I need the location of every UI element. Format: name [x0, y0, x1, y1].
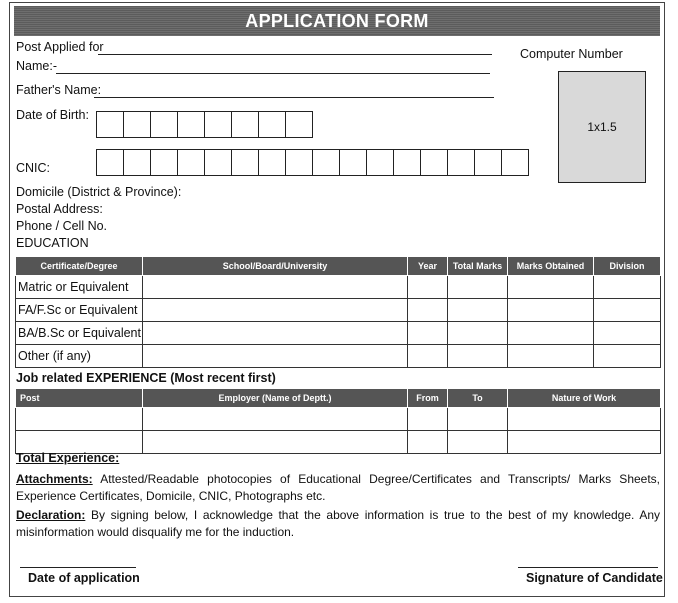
row-label: FA/F.Sc or Equivalent: [16, 299, 143, 322]
education-heading: EDUCATION: [16, 236, 89, 250]
table-cell[interactable]: [408, 299, 448, 322]
table-cell[interactable]: [508, 299, 594, 322]
table-row: [16, 299, 661, 322]
father-name-input[interactable]: [94, 97, 494, 98]
table-cell[interactable]: [143, 276, 408, 299]
table-cell[interactable]: [143, 431, 408, 454]
table-cell[interactable]: [508, 322, 594, 345]
table-row: [16, 345, 661, 368]
table-cell[interactable]: [508, 345, 594, 368]
table-cell[interactable]: [448, 431, 508, 454]
experience-header-row: [16, 389, 661, 408]
phone-label: Phone / Cell No.: [16, 219, 108, 233]
signature-label: Signature of Candidate: [526, 571, 663, 585]
col-certificate: Certificate/Degree: [16, 257, 143, 276]
computer-number-label: Computer Number: [520, 47, 623, 61]
table-cell[interactable]: [508, 408, 661, 431]
table-cell[interactable]: [448, 322, 508, 345]
table-cell[interactable]: [448, 299, 508, 322]
form-title: APPLICATION FORM: [14, 6, 660, 36]
table-cell[interactable]: [448, 276, 508, 299]
declaration-paragraph: [16, 507, 660, 541]
table-cell[interactable]: [594, 322, 661, 345]
col-from: From: [408, 389, 448, 408]
col-post: Post: [16, 389, 143, 408]
table-cell[interactable]: [143, 345, 408, 368]
experience-heading: Job related EXPERIENCE (Most recent first): [16, 371, 276, 385]
date-of-application-label: Date of application: [28, 571, 140, 585]
photo-box: [558, 71, 646, 183]
table-cell[interactable]: [408, 276, 448, 299]
post-applied-input[interactable]: [98, 54, 492, 55]
cnic-boxes[interactable]: [96, 149, 528, 176]
col-to: To: [448, 389, 508, 408]
cnic-label: CNIC:: [16, 161, 51, 175]
dob-boxes[interactable]: [96, 111, 312, 138]
table-cell[interactable]: [143, 322, 408, 345]
table-row: [16, 408, 661, 431]
table-cell[interactable]: [143, 299, 408, 322]
table-cell[interactable]: [408, 408, 448, 431]
application-form: [9, 2, 665, 597]
education-table: [15, 256, 661, 368]
table-cell[interactable]: [508, 431, 661, 454]
dob-label: Date of Birth:: [16, 108, 89, 122]
col-school: School/Board/University: [143, 257, 408, 276]
table-row: [16, 276, 661, 299]
col-division: Division: [594, 257, 661, 276]
table-cell[interactable]: [143, 408, 408, 431]
declaration-label: Declaration:: [16, 508, 86, 522]
post-applied-label: Post Applied for: [16, 40, 104, 54]
col-total-marks: Total Marks: [448, 257, 508, 276]
attachments-label: Attachments:: [16, 472, 93, 486]
father-name-label: Father's Name:: [16, 83, 102, 97]
attachments-paragraph: [16, 471, 660, 505]
col-nature-of-work: Nature of Work: [508, 389, 661, 408]
education-header-row: [16, 257, 661, 276]
declaration-text: By signing below, I acknowledge that the above information is true to the best of my knowledge. Any misinformation would disqualify me for the induction.: [16, 508, 660, 539]
postal-address-label: Postal Address:: [16, 202, 103, 216]
col-marks-obtained: Marks Obtained: [508, 257, 594, 276]
row-label: Matric or Equivalent: [16, 276, 143, 299]
experience-table: [15, 388, 661, 454]
date-line[interactable]: [20, 567, 136, 568]
total-experience-label: Total Experience:: [16, 451, 120, 465]
col-year: Year: [408, 257, 448, 276]
name-label: Name:-: [16, 59, 57, 73]
table-cell[interactable]: [408, 345, 448, 368]
table-cell[interactable]: [594, 345, 661, 368]
row-label: Other (if any): [16, 345, 143, 368]
table-cell[interactable]: [448, 345, 508, 368]
attachments-text: Attested/Readable photocopies of Educational Degree/Certificates and Transcripts/ Marks Sheets, Experience Certificates, Domicile, CNIC, Photographs etc.: [16, 472, 661, 503]
table-cell[interactable]: [408, 322, 448, 345]
table-cell[interactable]: [594, 276, 661, 299]
row-label: BA/B.Sc or Equivalent: [16, 322, 143, 345]
table-cell[interactable]: [408, 431, 448, 454]
table-cell[interactable]: [448, 408, 508, 431]
name-input[interactable]: [56, 73, 490, 74]
table-cell[interactable]: [594, 299, 661, 322]
table-cell[interactable]: [508, 276, 594, 299]
domicile-label: Domicile (District & Province):: [16, 185, 182, 199]
col-employer: Employer (Name of Deptt.): [143, 389, 408, 408]
table-row: [16, 322, 661, 345]
table-cell[interactable]: [16, 408, 143, 431]
signature-line[interactable]: [518, 567, 658, 568]
photo-size-label: 1x1.5: [587, 120, 617, 134]
